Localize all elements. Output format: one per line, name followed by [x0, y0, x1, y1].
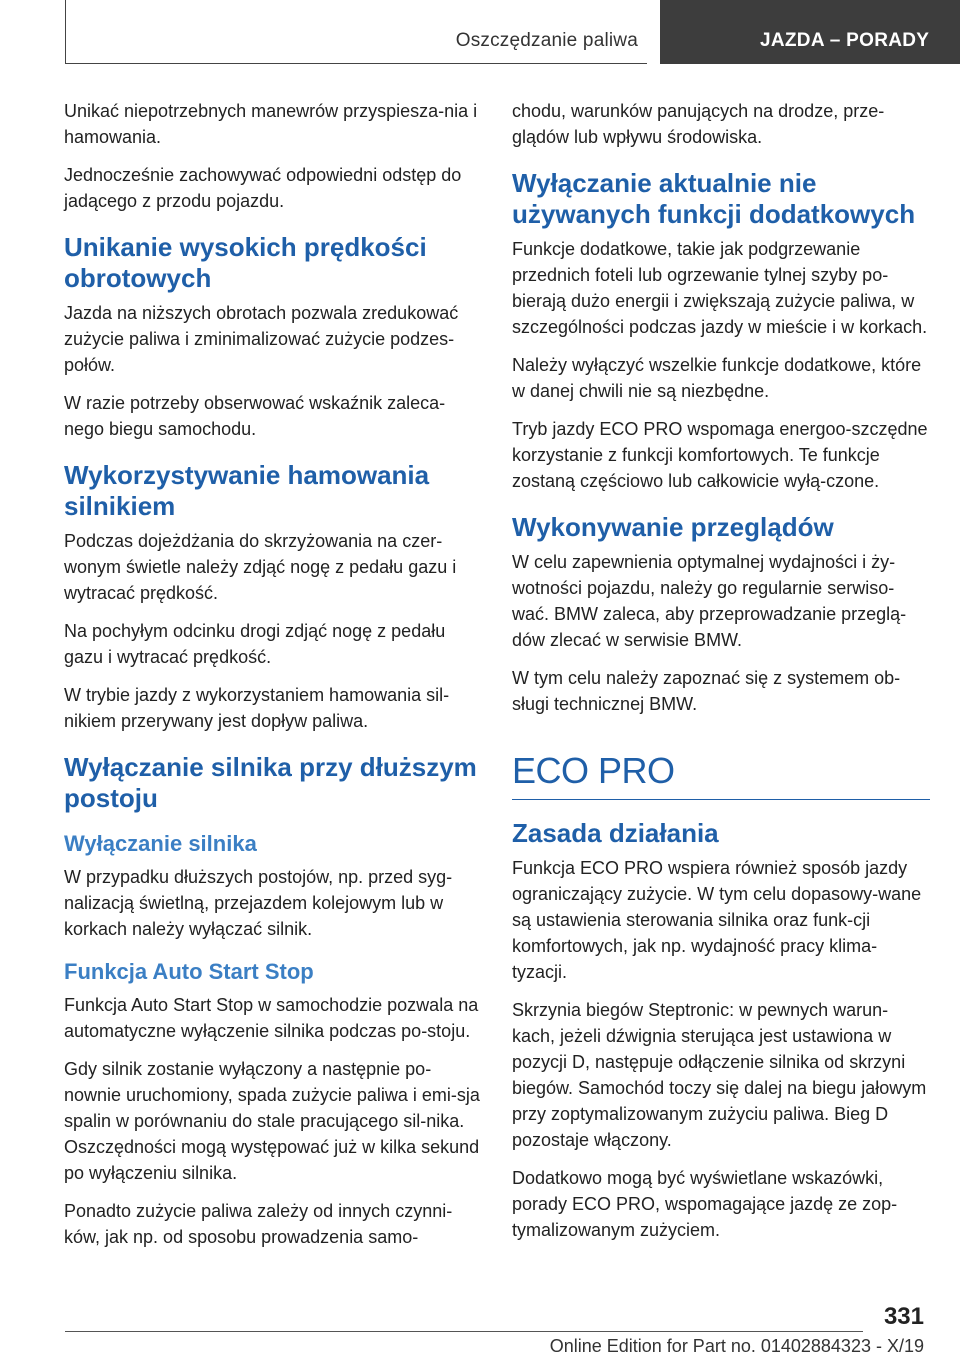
footer-rule — [65, 1331, 863, 1332]
page-header — [0, 0, 960, 66]
paragraph: W razie potrzeby obserwować wskaźnik zaleca‐nego biegu samochodu. — [64, 393, 446, 439]
paragraph: Gdy silnik zostanie wyłączony a następnie po‐nownie uruchomiony, spada zużycie paliwa i emi‐sja spalin w porównaniu do stale pracującego sil‐nika. Oszczędności mogą występować już w kilka sekund po wyłączeniu silnika. — [64, 1059, 480, 1183]
paragraph: chodu, warunków panujących na drodze, prze‐glądów lub wpływu środowiska. — [512, 101, 885, 147]
header-rule-bottom — [65, 63, 647, 64]
section-heading-principle: Zasada działania — [512, 818, 719, 848]
paragraph: Skrzynia biegów Steptronic: w pewnych warun‐kach, jeżeli dźwignia sterująca jest ustawiona w pozycji D, następuje odłączenie silnika od skrzyni biegów. Samochód toczy się dalej na biegu jałowym przy zoptymalizowanym zużyciu paliwa. Bieg D pozostaje włączony. — [512, 1000, 927, 1150]
left-column — [64, 98, 482, 1262]
header-chapter-title: JAZDA – PORADY — [660, 0, 960, 64]
section-heading-engine-braking: Wykorzystywanie hamowania silnikiem — [64, 460, 430, 521]
paragraph: Funkcje dodatkowe, takie jak podgrzewanie przednich foteli lub ogrzewanie tylnej szyby po‐bierają dużo energii i zwiększają zużycie paliwa, w szczególności podczas jazdy w mieście i w korkach. — [512, 239, 928, 337]
paragraph: W trybie jazdy z wykorzystaniem hamowania sil‐nikiem przerywany jest dopływ paliwa. — [64, 685, 450, 731]
paragraph: Funkcja ECO PRO wspiera również sposób jazdy ograniczający zużycie. W tym celu dopasowy‐wane są ustawienia sterowania silnika oraz funk‐cji komfortowych, jak np. wydajność pracy klima‐tyzacji. — [512, 858, 922, 982]
paragraph: Jednocześnie zachowywać odpowiedni odstęp do jadącego z przodu pojazdu. — [64, 165, 462, 211]
section-heading-additional-functions: Wyłączanie aktualnie nie używanych funkcji dodatkowych — [512, 168, 916, 229]
paragraph: Funkcja Auto Start Stop w samochodzie pozwala na automatyczne wyłączenie silnika podczas po‐stoju. — [64, 995, 479, 1041]
paragraph: Dodatkowo mogą być wyświetlane wskazówki, porady ECO PRO, wspomagające jazdę ze zop‐tymalizowanym zużyciem. — [512, 1168, 898, 1240]
paragraph: Podczas dojeżdżania do skrzyżowania na czer‐wonym świetle należy zdjąć nogę z pedału gazu i wytracać prędkość. — [64, 531, 457, 603]
paragraph: W tym celu należy zapoznać się z systemem ob‐sługi technicznej BMW. — [512, 668, 901, 714]
paragraph: W przypadku dłuższych postojów, np. przed syg‐nalizacją świetlną, przejazdem kolejowym lub w korkach należy wyłączać silnik. — [64, 867, 453, 939]
paragraph: Należy wyłączyć wszelkie funkcje dodatkowe, które w danej chwili nie są niezbędne. — [512, 355, 922, 401]
paragraph: W celu zapewnienia optymalnej wydajności i ży‐wotności pojazdu, należy go regularnie serwiso‐wać. BMW zaleca, aby przeprowadzanie przeglą‐dów zlecać w serwisie BMW. — [512, 552, 907, 650]
section-heading-engine-off: Wyłączanie silnika przy dłuższym postoju — [64, 752, 477, 813]
section-heading-service: Wykonywanie przeglądów — [512, 512, 834, 542]
footer-edition: Online Edition for Part no. 01402884323 - X/19 — [549, 1336, 924, 1356]
paragraph: Ponadto zużycie paliwa zależy od innych czynni‐ków, jak np. od sposobu prowadzenia samo‐ — [64, 1201, 453, 1247]
subsection-heading-engine-off: Wyłączanie silnika — [64, 831, 257, 856]
header-rule-left — [65, 0, 66, 64]
page-number: 331 — [883, 1303, 924, 1330]
subsection-heading-auto-start-stop: Funkcja Auto Start Stop — [64, 959, 314, 984]
paragraph: Unikać niepotrzebnych manewrów przyspiesza‐nia i hamowania. — [64, 101, 478, 147]
paragraph: Jazda na niższych obrotach pozwala zredukować zużycie paliwa i zminimalizować zużycie podzes‐połów. — [64, 303, 459, 375]
right-column — [512, 98, 930, 1255]
chapter-heading-eco-pro: ECO PRO — [512, 749, 930, 800]
paragraph: Tryb jazdy ECO PRO wspomaga energoo‐szczędne korzystanie z funkcji komfortowych. Te funkcje zostaną częściowo lub całkowicie wyłą‐czone. — [512, 419, 928, 491]
paragraph: Na pochyłym odcinku drogi zdjąć nogę z pedału gazu i wytracać prędkość. — [64, 621, 446, 667]
header-section-title: Oszczędzanie paliwa — [455, 30, 638, 51]
section-heading-rpm: Unikanie wysokich prędkości obrotowych — [64, 232, 427, 293]
